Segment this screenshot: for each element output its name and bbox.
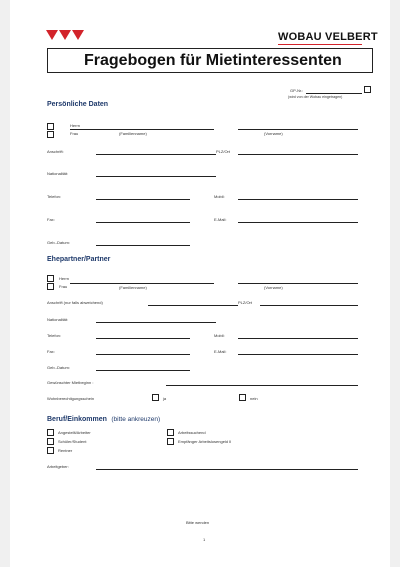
partner-fax-field[interactable] — [96, 354, 190, 355]
wbs-ja-label: ja — [163, 396, 167, 401]
partner-email-field[interactable] — [238, 354, 358, 355]
frau-checkbox[interactable] — [47, 131, 54, 138]
partner-plz-ort-label: PLZ/Ort — [238, 300, 253, 305]
arbeitssuchend-checkbox[interactable] — [167, 429, 174, 436]
mobil-field[interactable] — [238, 199, 358, 200]
mietbeginn-label: Gewünschter Mietbeginn : — [47, 380, 94, 385]
title-box — [47, 48, 373, 73]
partner-geb-datum-field[interactable] — [96, 370, 190, 371]
logo-triangle-icon — [59, 30, 71, 40]
herrn-checkbox[interactable] — [47, 123, 54, 130]
partner-mobil-field[interactable] — [238, 338, 358, 339]
schueler-checkbox[interactable] — [47, 438, 54, 445]
section-title-partner: Ehepartner/Partner — [47, 256, 111, 263]
rentner-label: Rentner — [58, 448, 73, 453]
email-label: E-Mail: — [214, 217, 227, 222]
page-number: 1 — [203, 537, 206, 542]
beruf-hint: (bitte ankreuzen) — [111, 416, 161, 423]
fax-label: Fax: — [47, 217, 55, 222]
anschrift-label: Anschrift: — [47, 149, 64, 154]
partner-vorname-hint: (Vorname) — [264, 285, 283, 290]
familienname-field[interactable] — [70, 129, 214, 130]
arbeitgeber-field[interactable] — [96, 469, 358, 470]
geb-datum-field[interactable] — [96, 245, 190, 246]
fax-field[interactable] — [96, 222, 190, 223]
partner-nationalitaet-field[interactable] — [96, 322, 216, 323]
mietbeginn-field[interactable] — [166, 385, 358, 386]
gp-note: (wird von der Wobau eingetragen) — [288, 95, 343, 99]
wbs-nein-checkbox[interactable] — [239, 394, 246, 401]
plz-ort-label: PLZ/Ort — [216, 149, 231, 154]
arbeitssuchend-label: Arbeitssuchend — [178, 430, 206, 435]
partner-vorname-field[interactable] — [238, 283, 358, 284]
partner-herrn-label: Herrn — [59, 276, 70, 281]
wbs-ja-checkbox[interactable] — [152, 394, 159, 401]
mobil-label: Mobil: — [214, 194, 225, 199]
partner-fax-label: Fax: — [47, 349, 55, 354]
partner-telefon-label: Telefon: — [47, 333, 62, 338]
partner-familienname-field[interactable] — [70, 283, 214, 284]
partner-plz-ort-field[interactable] — [260, 305, 358, 306]
page-title: Fragebogen für Mietinteressenten — [84, 52, 342, 69]
partner-frau-checkbox[interactable] — [47, 283, 54, 290]
telefon-label: Telefon: — [47, 194, 62, 199]
beruf-title: Beruf/Einkommen — [47, 416, 107, 423]
partner-frau-label: Frau — [59, 284, 68, 289]
wbs-label: Wohnberechtigungsschein — [47, 396, 95, 401]
bitte-wenden: Bitte wenden — [186, 520, 210, 525]
logo-text: WOBAU VELBERT — [278, 31, 378, 43]
nationalitaet-label: Nationalität: — [47, 171, 69, 176]
section-title-beruf — [47, 408, 160, 426]
empfaenger-checkbox[interactable] — [167, 438, 174, 445]
partner-familienname-hint: (Familienname) — [119, 285, 147, 290]
section-title-personal: Persönliche Daten — [47, 101, 109, 108]
partner-anschrift-field[interactable] — [148, 305, 238, 306]
herrn-label: Herrn — [70, 123, 81, 128]
partner-anschrift-label: Anschrift (nur falls abweichend) — [47, 300, 103, 305]
vorname-field[interactable] — [238, 129, 358, 130]
familienname-hint: (Familienname) — [119, 131, 147, 136]
plz-ort-field[interactable] — [238, 154, 358, 155]
geb-datum-label: Geb.-Datum: — [47, 240, 70, 245]
partner-telefon-field[interactable] — [96, 338, 190, 339]
rentner-checkbox[interactable] — [47, 447, 54, 454]
email-field[interactable] — [238, 222, 358, 223]
partner-nationalitaet-label: Nationalität: — [47, 317, 69, 322]
schueler-label: Schüler/Student — [58, 439, 87, 444]
angestellt-label: Angestellt/Arbeiter — [58, 430, 91, 435]
telefon-field[interactable] — [96, 199, 190, 200]
gp-nr-checkbox[interactable] — [364, 86, 371, 93]
arbeitgeber-label: Arbeitgeber: — [47, 464, 69, 469]
empfaenger-label: Empfänger Arbeitslosengeld II — [178, 439, 232, 444]
nationalitaet-field[interactable] — [96, 176, 216, 177]
wbs-nein-label: nein — [250, 396, 258, 401]
angestellt-checkbox[interactable] — [47, 429, 54, 436]
logo-underline — [278, 44, 362, 45]
anschrift-field[interactable] — [96, 154, 216, 155]
logo-triangle-icon — [72, 30, 84, 40]
frau-label: Frau — [70, 131, 79, 136]
partner-email-label: E-Mail: — [214, 349, 227, 354]
gp-nr-field[interactable] — [306, 93, 362, 94]
partner-mobil-label: Mobil: — [214, 333, 225, 338]
partner-herrn-checkbox[interactable] — [47, 275, 54, 282]
vorname-hint: (Vorname) — [264, 131, 283, 136]
logo — [46, 30, 86, 42]
gp-nr-label: GP-Nr.: — [290, 88, 304, 93]
partner-geb-datum-label: Geb.-Datum: — [47, 365, 70, 370]
logo-triangle-icon — [46, 30, 58, 40]
document-page — [10, 0, 390, 567]
